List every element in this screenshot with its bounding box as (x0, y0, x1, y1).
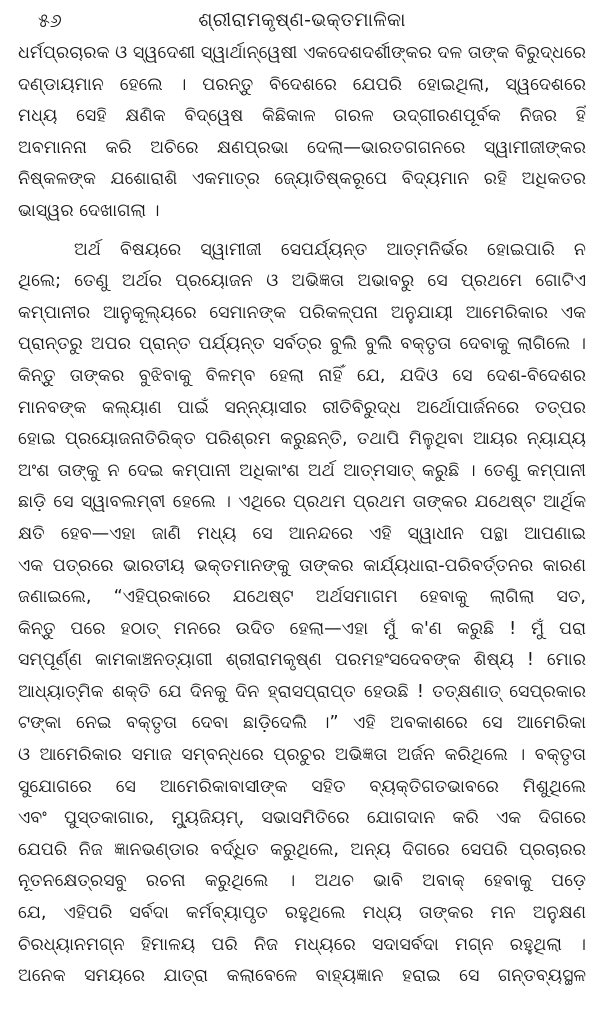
text-line: ଦଣ୍ଡାୟମାନ ହେଲେ । ପରନ୍ତୁ ବିଦେଶରେ ଯେପରି ହୋଇଥିଲା, ସ୍ୱଦେଶରେ (18, 74, 586, 95)
text-line: ଅନେକ ସମୟରେ ଯାତ୍ରା କଲାବେଳେ ବାହ୍ୟଜ୍ଞାନ ହରାଇ ସେ ଗନ୍ତବ୍ୟସ୍ଥଳ (18, 966, 586, 987)
text-line: ନିଷ୍କଳଙ୍କ ଯଶୋରାଶି ଏକମାତ୍ର ଜ୍ୟୋତିଷ୍କରୂପେ ବିଦ୍ୟମାନ ରହି ଅଧିକତର (18, 169, 586, 190)
page-number: ୫୬ (38, 10, 62, 32)
text-line: ପ୍ରାନ୍ତରୁ ଅପର ପ୍ରାନ୍ତ ପର୍ଯ୍ୟନ୍ତ ସର୍ବତ୍ର ବୁଲି ବୁଲି ବକ୍ତୃତା ଦେବାକୁ ଲାଗିଲେ । (18, 334, 586, 355)
text-line: ଛାଡ଼ି ସେ ସ୍ୱାବଲମ୍ବୀ ହେଲେ । ଏଥିରେ ପ୍ରଥମ ପ୍ରଥମ ତାଙ୍କର ଯଥେଷ୍ଟ ଆର୍ଥିକ (18, 492, 586, 513)
text-line: ଧର୍ମପ୍ରଚାରକ ଓ ସ୍ୱଦେଶୀ ସ୍ୱାର୍ଥାନ୍ୱେଷୀ ଏକଦେଶଦର୍ଶୀଙ୍କର ଦଳ ତାଙ୍କ ବିରୁଦ୍ଧରେ (18, 43, 586, 63)
text-line: ଅର୍ଥ ବିଷୟରେ ସ୍ୱାମୀଜୀ ସେପର୍ଯ୍ୟନ୍ତ ଆତ୍ମନିର୍ଭର ହୋଇପାରି ନ (74, 239, 586, 260)
page-header (18, 0, 586, 38)
paragraph (18, 235, 586, 993)
text-line: ମାନବଙ୍କ କଲ୍ୟାଣ ପାଇଁ ସନ୍ନ୍ୟାସୀର ରୀତିବିରୁଦ୍ଧ ଅର୍ଥୋପାର୍ଜନରେ ତତ୍ପର (18, 397, 586, 418)
text-line: କିନ୍ତୁ ତାଙ୍କର ବୁଝିବାକୁ ବିଳମ୍ବ ହେଲା ନାହିଁ ଯେ, ଯଦିଓ ସେ ଦେଶ-ବିଦେଶର (18, 365, 586, 386)
text-line: ଥିଲେ; ତେଣୁ ଅର୍ଥର ପ୍ରୟୋଜନ ଓ ଅଭିଜ୍ଞତା ଅଭାବରୁ ସେ ପ୍ରଥମେ ଗୋଟିଏ (18, 271, 586, 292)
body-text (18, 38, 586, 993)
text-line: ନୂତନକ୍ଷେତ୍ରସବୁ ରଚନା କରୁଥିଲେ । ଅଥଚ ଭାବି ଅବାକ୍ ହେବାକୁ ପଡ଼େ (18, 871, 586, 892)
text-line: କିନ୍ତୁ ପରେ ହଠାତ୍ ମନରେ ଉଦିତ ହେଲା—ଏହା ମୁଁ କ'ଣ କରୁଛି ! ମୁଁ ପରା (18, 618, 586, 639)
text-line: ଭାସ୍ୱର ଦେଖାଗଲା । (18, 200, 160, 221)
text-line: ଅଂଶ ତାଙ୍କୁ ନ ଦେଇ କମ୍ପାନୀ ଅଧିକାଂଶ ଅର୍ଥ ଆତ୍ମସାତ୍ କରୁଛି । ତେଣୁ କମ୍ପାନୀ (18, 460, 586, 481)
text-line: ଟଙ୍କା ନେଇ ବକ୍ତୃତା ଦେବା ଛାଡ଼ିଦେଲି ।” ଏହି ଅବକାଶରେ ସେ ଆମେରିକା (18, 713, 586, 734)
text-line: କମ୍ପାନୀର ଆନୁକୂଲ୍ୟରେ ସେମାନଙ୍କ ପରିକଳ୍ପନା ଅନୁଯାୟୀ ଆମେରିକାର ଏକ (18, 302, 586, 323)
text-line: ଆଧ୍ୟାତ୍ମିକ ଶକ୍ତି ଯେ ଦିନକୁ ଦିନ ହ୍ରାସପ୍ରାପ୍ତ ହେଉଛି ! ତତ୍‌କ୍ଷଣାତ୍ ସେପ୍ରକାର (18, 681, 586, 702)
running-title: ଶ୍ରୀରାମକୃଷ୍ଣ-ଭକ୍ତମାଳିକା (198, 9, 406, 31)
text-line: ମଧ୍ୟ ସେହି କ୍ଷଣିକ ବିଦ୍ୱେଷ କିଛିକାଳ ଗରଳ ଉଦ୍‌ଗୀରଣପୂର୍ବକ ନିଜର ହିଁ (18, 106, 586, 127)
text-line: ଓ ଆମେରିକାର ସମାଜ ସମ୍ବନ୍ଧରେ ପ୍ରଚୁର ଅଭିଜ୍ଞତା ଅର୍ଜନ କରିଥିଲେ । ବକ୍ତୃତା (18, 745, 586, 766)
text-line: ସମ୍ପୂର୍ଣ୍ଣ କାମକାଞ୍ଚନତ୍ୟାଗୀ ଶ୍ରୀରାମକୃଷ୍ଣ ପରମହଂସଦେବଙ୍କ ଶିଷ୍ୟ ! ମୋର (18, 650, 586, 671)
text-line: ଏକ ପତ୍ରରେ ଭାରତୀୟ ଭକ୍ତମାନଙ୍କୁ ତାଙ୍କର କାର୍ଯ୍ୟଧାରା-ପରିବର୍ତ୍ତନର କାରଣ (18, 555, 586, 576)
text-line: ଯେପରି ନିଜ ଜ୍ଞାନଭଣ୍ଡାର ବର୍ଦ୍ଧିତ କରୁଥିଲେ, ଅନ୍ୟ ଦିଗରେ ସେପରି ପ୍ରଚାରର (18, 839, 586, 860)
text-line: ସୁଯୋଗରେ ସେ ଆମେରିକାବାସୀଙ୍କ ସହିତ ବ୍ୟକ୍ତିଗତଭାବରେ ମିଶୁଥିଲେ (18, 776, 586, 797)
paragraph (18, 38, 586, 228)
text-line: ହୋଇ ପ୍ରୟୋଜନାତିରିକ୍ତ ପରିଶ୍ରମ କରୁଛନ୍ତି, ତଥାପି ମିଳୁଥିବା ଆୟର ନ୍ୟାଯ୍ୟ (18, 429, 586, 450)
text-line: ଅବମାନନା କରି ଅଚିରେ କ୍ଷଣପ୍ରଭା ଦେଲା—ଭାରତଗଗନରେ ସ୍ୱାମୀଜୀଙ୍କର (18, 137, 586, 158)
text-line: ଚିରଧ୍ୟାନମଗ୍ନ ହିମାଳୟ ପରି ନିଜ ମଧ୍ୟରେ ସଦାସର୍ବଦା ମଗ୍ନ ରହୁଥିଲା । (18, 934, 586, 955)
text-line: ଜଣାଇଲେ, “ଏହିପ୍ରକାରେ ଯଥେଷ୍ଟ ଅର୍ଥସମାଗମ ହେବାକୁ ଲାଗିଲା ସତ, (18, 587, 586, 608)
text-line: ଯେ, ଏହିପରି ସର୍ବଦା କର୍ମବ୍ୟାପୃତ ରହୁଥିଲେ ମଧ୍ୟ ତାଙ୍କର ମନ ଅନୁକ୍ଷଣ (18, 903, 586, 924)
text-line: କ୍ଷତି ହେବ—ଏହା ଜାଣି ମଧ୍ୟ ସେ ଆନନ୍ଦରେ ଏହି ସ୍ୱାଧୀନ ପନ୍ଥା ଆପଣାଇ (18, 523, 586, 544)
text-line: ଏବଂ ପୁସ୍ତକାଗାର, ମ୍ୟୁଜିୟମ୍, ସଭାସମିତିରେ ଯୋଗଦାନ କରି ଏକ ଦିଗରେ (18, 808, 586, 829)
